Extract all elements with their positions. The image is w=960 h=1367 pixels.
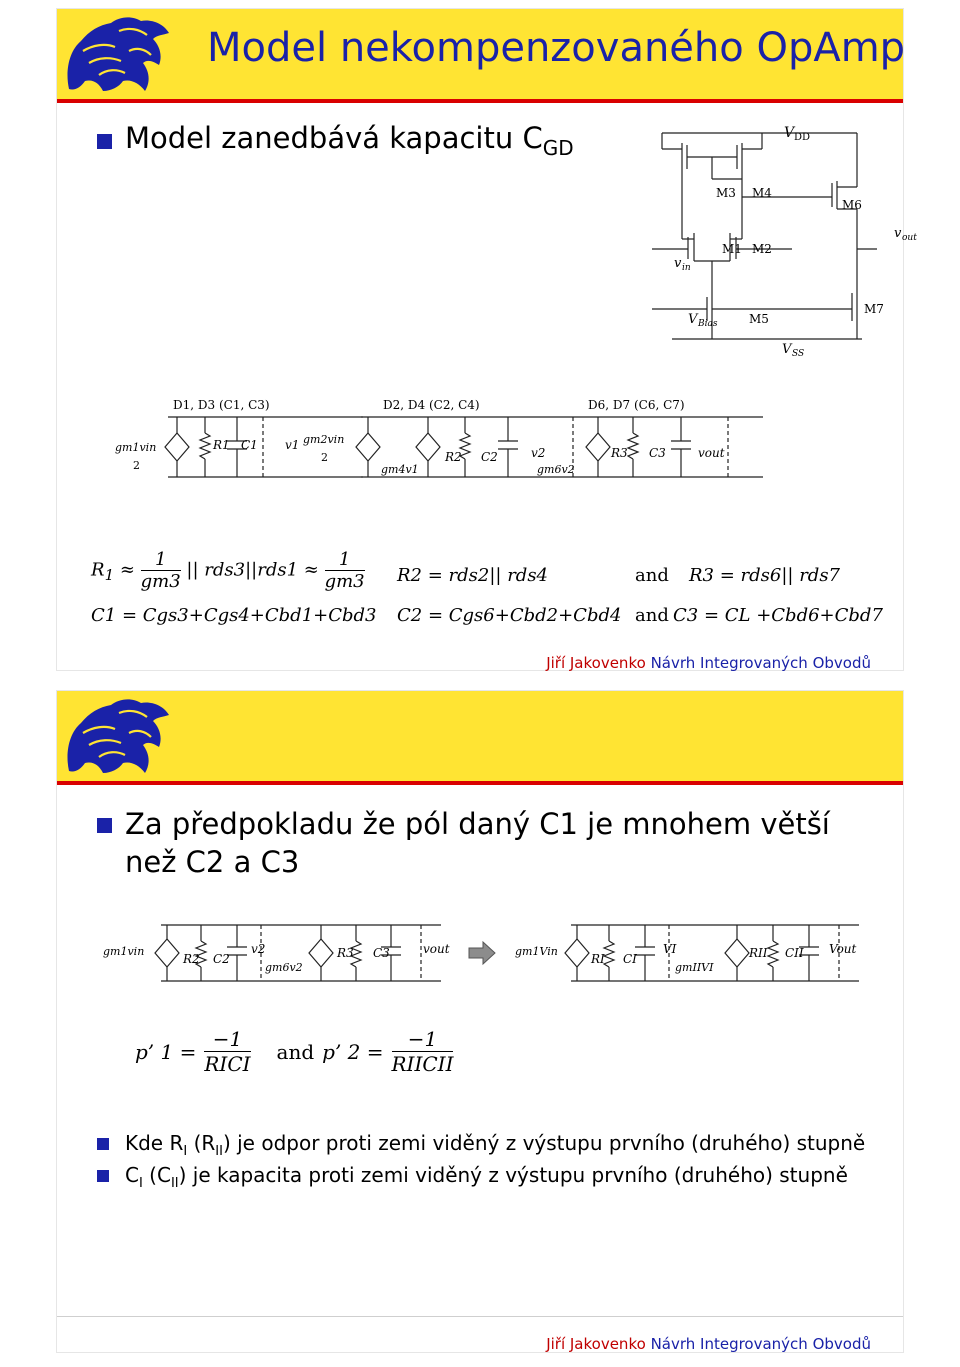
slide-1 xyxy=(56,8,917,672)
m2-label: M2 xyxy=(752,242,772,256)
m6-label: M6 xyxy=(842,198,862,212)
vout-label: Vout xyxy=(829,942,857,956)
eq-frac1-num: 1 xyxy=(141,549,181,571)
m3-label: M3 xyxy=(716,186,736,200)
bullet-marker xyxy=(97,134,112,149)
footer-course: Návrh Integrovaných Obvodů xyxy=(650,654,871,672)
c2-label: C2 xyxy=(481,450,498,464)
src1-den: 2 xyxy=(133,459,140,472)
title-bar xyxy=(57,691,903,785)
text: Kde R xyxy=(125,1131,184,1155)
src2-label: gmIIVI xyxy=(675,961,714,974)
pole-equations xyxy=(135,1027,453,1076)
src4-label: gm6v2 xyxy=(537,463,575,476)
vss-sub: SS xyxy=(792,349,805,359)
v2-label: v2 xyxy=(251,942,266,956)
r2-label: R2 xyxy=(445,450,462,464)
m4-label: M4 xyxy=(752,186,772,200)
vin-label: v xyxy=(674,256,682,271)
c1-label: C1 xyxy=(241,438,258,452)
eq-frac1-den: gm3 xyxy=(140,571,181,592)
subscript: I xyxy=(138,1176,143,1191)
eq-and-2: and xyxy=(635,605,669,626)
r1-label: RI xyxy=(591,952,605,966)
eq-r3: R3 = rds6|| rds7 xyxy=(689,565,841,586)
vout-sub: out xyxy=(902,233,917,243)
c3-label: C3 xyxy=(649,446,666,460)
m5-label: M5 xyxy=(749,312,769,326)
bullet-marker xyxy=(97,1138,109,1150)
small-signal-model xyxy=(113,397,773,497)
subscript: I xyxy=(183,1144,188,1159)
eq-c1: C1 = Cgs3+Cgs4+Cbd1+Cbd3 xyxy=(91,605,377,626)
src2-label: gm6v2 xyxy=(265,961,303,974)
footer-course: Návrh Integrovaných Obvodů xyxy=(650,1335,871,1353)
vin-sub: in xyxy=(682,263,691,273)
reduced-circuit-left xyxy=(101,913,451,993)
vbias-sub: Bias xyxy=(698,319,718,329)
r3-label: R3 xyxy=(611,446,628,460)
v2-label: v2 xyxy=(531,446,546,460)
vout-label: v xyxy=(894,226,902,241)
src1-label: gm1Vin xyxy=(515,945,558,958)
v1-label: VI xyxy=(663,942,677,956)
eq-and-1: and xyxy=(635,565,669,586)
ctu-lion-logo xyxy=(59,11,179,97)
text: C xyxy=(125,1163,139,1187)
src1-label: gm1vin xyxy=(115,441,157,454)
text: (R xyxy=(187,1131,216,1155)
eq-r1-lhs: R xyxy=(91,559,105,581)
bullet-line-1: Za předpokladu že pól daný C1 je mnohem větší xyxy=(125,807,830,841)
opamp-schematic xyxy=(612,109,917,359)
vout-label: vout xyxy=(423,942,450,956)
slide-title: Model nekompenzovaného OpAmp xyxy=(207,25,906,71)
bullet-model-cgd xyxy=(125,121,574,160)
p1-den: RICI xyxy=(204,1052,251,1076)
c3-label: C3 xyxy=(373,946,390,960)
vbias-label: V xyxy=(688,312,698,327)
group1-header: D1, D3 (C1, C3) xyxy=(173,398,270,412)
p2-num: −1 xyxy=(392,1027,454,1052)
vdd-label: V xyxy=(784,125,795,141)
eq-r1-mid: rds3||rds1 xyxy=(204,559,299,581)
bullet-assumption xyxy=(125,805,830,881)
ctu-lion-logo xyxy=(59,693,179,779)
eq-r1: $R_1$ ≈ $\frac{1}{gm3}$ || rds3||rds1 ≈ $\frac{1}{gm3}$ xyxy=(91,549,365,592)
r1-label: R1 xyxy=(213,438,230,452)
bullet-subscript: GD xyxy=(542,135,574,160)
r2-label: RII xyxy=(749,946,768,960)
p1-fraction xyxy=(204,1027,250,1076)
eq-c2: C2 = Cgs6+Cbd2+Cbd4 xyxy=(397,605,622,626)
p1-num: −1 xyxy=(204,1027,250,1052)
r2-label: R2 xyxy=(183,952,200,966)
footer xyxy=(546,1335,871,1353)
reduced-circuit-right xyxy=(509,913,869,993)
eq-c3: C3 = CL +Cbd6+Cbd7 xyxy=(673,605,883,626)
src2-den: 2 xyxy=(321,451,328,464)
text: ) je odpor proti zemi viděný z výstupu prvního (druhého) stupně xyxy=(222,1131,866,1155)
r3-label: R3 xyxy=(337,946,354,960)
text: (C xyxy=(142,1163,171,1187)
eq-r1-sub: 1 xyxy=(104,566,115,585)
footer-rule xyxy=(57,1316,903,1317)
c2-label: CII xyxy=(785,946,804,960)
bullet-text: Model zanedbává kapacitu C xyxy=(125,121,543,155)
transform-arrow-icon xyxy=(467,941,497,965)
text: ) je kapacita proti zemi viděný z výstupu prvního (druhého) stupně xyxy=(178,1163,848,1187)
vdd-sub: DD xyxy=(794,132,811,143)
eq-frac2-num: 1 xyxy=(325,549,365,571)
bullet-resistance xyxy=(125,1131,865,1159)
p1-lhs: p’ 1 = xyxy=(135,1039,197,1064)
v1-label: v1 xyxy=(285,438,300,452)
vss-label: V xyxy=(782,342,792,357)
src2-label: gm2vin xyxy=(303,433,345,446)
c2-label: C2 xyxy=(213,952,230,966)
p2-fraction xyxy=(392,1027,454,1076)
bullet-capacitance xyxy=(125,1163,848,1191)
subscript: II xyxy=(170,1176,179,1191)
c1-label: CI xyxy=(623,952,637,966)
footer-author: Jiří Jakovenko xyxy=(546,654,646,672)
group3-header: D6, D7 (C6, C7) xyxy=(588,398,685,412)
p2-den: RIICII xyxy=(391,1052,454,1076)
subscript: II xyxy=(215,1144,223,1159)
src1-label: gm1vin xyxy=(103,945,145,958)
src3-label: gm4v1 xyxy=(381,463,419,476)
and-word: and xyxy=(276,1039,315,1064)
slide-2 xyxy=(56,690,904,1353)
group2-header: D2, D4 (C2, C4) xyxy=(383,398,480,412)
eq-r2: R2 = rds2|| rds4 xyxy=(397,565,549,586)
m1-label: M1 xyxy=(722,242,742,256)
bullet-marker xyxy=(97,1170,109,1182)
footer-author: Jiří Jakovenko xyxy=(546,1335,646,1353)
m7-label: M7 xyxy=(864,302,884,316)
title-bar xyxy=(57,9,906,103)
p2-lhs: p’ 2 = xyxy=(322,1039,384,1064)
footer xyxy=(546,654,871,672)
bullet-line-2: než C2 a C3 xyxy=(125,845,300,879)
eq-frac2-den: gm3 xyxy=(324,571,365,592)
vout-ss-label: vout xyxy=(698,446,725,460)
bullet-marker xyxy=(97,818,112,833)
